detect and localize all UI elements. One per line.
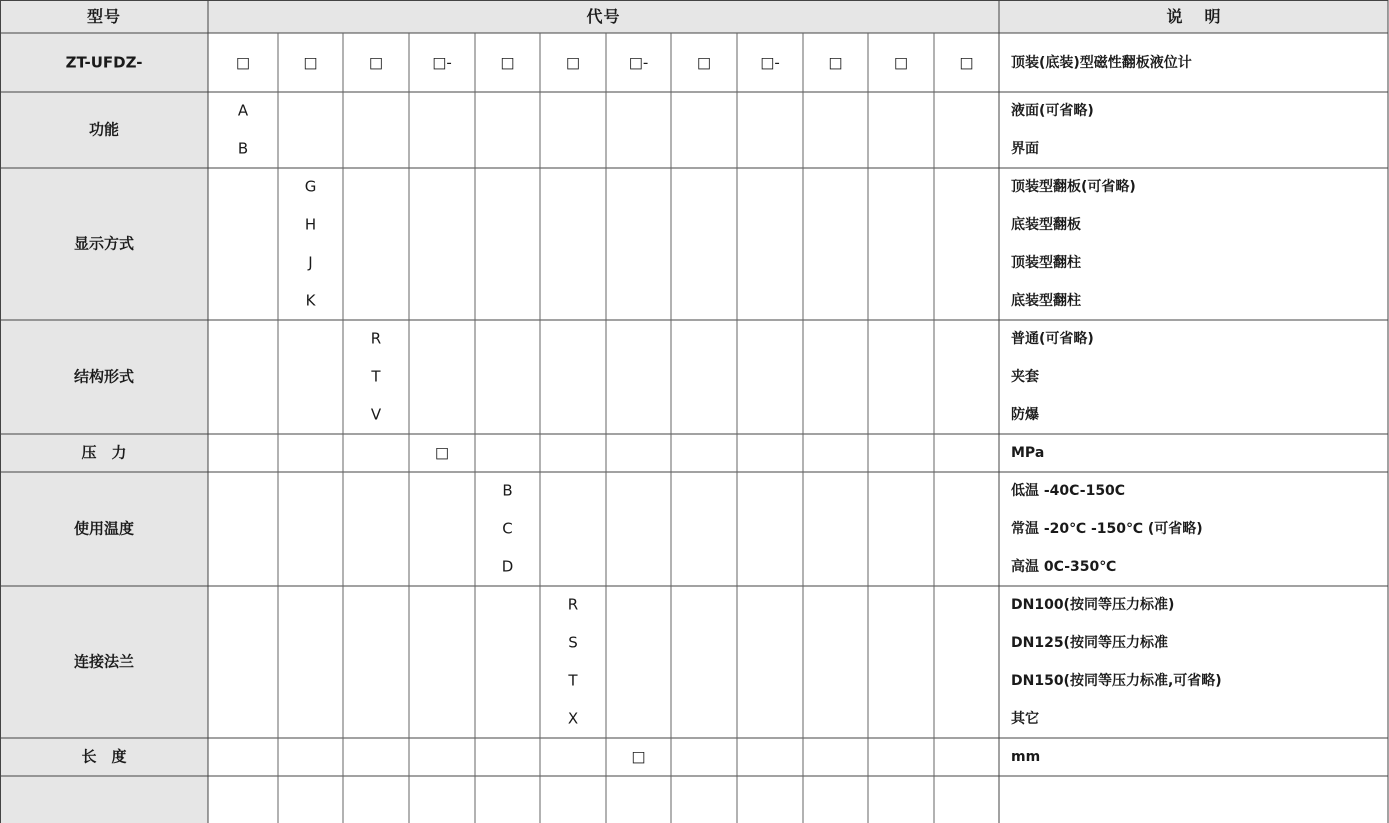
option-code: B [237, 139, 249, 158]
option-description: MPa [1011, 445, 1045, 461]
header-code-label: 代号 [586, 6, 621, 26]
code-slot: □- [628, 53, 649, 71]
option-code: X [567, 709, 579, 728]
option-description: mm [1011, 749, 1041, 765]
header-desc-label: 说明 [1166, 6, 1243, 26]
option-code: S [568, 633, 578, 652]
option-code: R [567, 595, 579, 614]
code-slot: □ [893, 53, 909, 71]
code-slot: □ [500, 53, 515, 71]
option-description: DN125(按同等压力标准 [1011, 635, 1168, 651]
option-code: K [305, 291, 316, 310]
option-description: DN100(按同等压力标准) [1011, 597, 1175, 613]
code-slot: □- [432, 53, 452, 71]
option-code: V [370, 405, 382, 424]
option-description: 液面(可省略) [1011, 103, 1094, 119]
section-label: 结构形式 [73, 367, 135, 386]
option-description: 夹套 [1011, 369, 1039, 385]
section-label: 使用温度 [73, 519, 135, 538]
option-code: G [304, 177, 317, 196]
option-code: T [371, 367, 381, 386]
option-code: T [568, 671, 578, 690]
option-description: 普通(可省略) [1011, 331, 1094, 347]
option-description: DN150(按同等压力标准,可省略) [1011, 673, 1222, 689]
code-slot: □- [760, 53, 780, 71]
option-description: 顶装型翻柱 [1011, 255, 1081, 271]
option-description: 顶装型翻板(可省略) [1011, 179, 1136, 195]
model-number: ZT-UFDZ- [65, 53, 143, 71]
code-slot: □ [368, 53, 384, 71]
option-code: A [237, 101, 249, 120]
code-slot: □ [959, 53, 974, 71]
option-code: B [502, 481, 513, 500]
option-description: 其它 [1011, 711, 1039, 727]
option-code: C [502, 519, 513, 538]
code-slot: □ [565, 53, 581, 71]
option-code: R [370, 329, 382, 348]
option-description: 底装型翻板 [1011, 217, 1081, 233]
option-code: □ [631, 747, 646, 766]
code-slot: □ [696, 53, 712, 71]
section-label: 显示方式 [73, 234, 135, 253]
option-code: J [308, 253, 313, 272]
option-description: 低温 -40C-150C [1011, 483, 1126, 499]
model-description: 顶装(底装)型磁性翻板液位计 [1011, 54, 1192, 71]
section-label: 连接法兰 [73, 652, 135, 671]
option-code: H [304, 215, 317, 234]
section-label: 压 力 [81, 443, 127, 462]
section-label: 功能 [88, 120, 120, 139]
cell-shade [0, 776, 208, 823]
option-code: D [501, 557, 514, 576]
option-description: 界面 [1011, 141, 1039, 157]
option-code: □ [434, 443, 450, 462]
section-label: 长 度 [81, 747, 127, 766]
option-description: 常温 -20℃ -150℃ (可省略) [1011, 521, 1203, 537]
option-description: 防爆 [1011, 407, 1039, 423]
code-slot: □ [828, 53, 843, 71]
option-description: 高温 0C-350℃ [1011, 559, 1117, 575]
code-slot: □ [235, 53, 251, 71]
header-model-label: 型号 [86, 6, 122, 26]
code-slot: □ [303, 53, 318, 71]
option-description: 底装型翻柱 [1011, 293, 1081, 309]
